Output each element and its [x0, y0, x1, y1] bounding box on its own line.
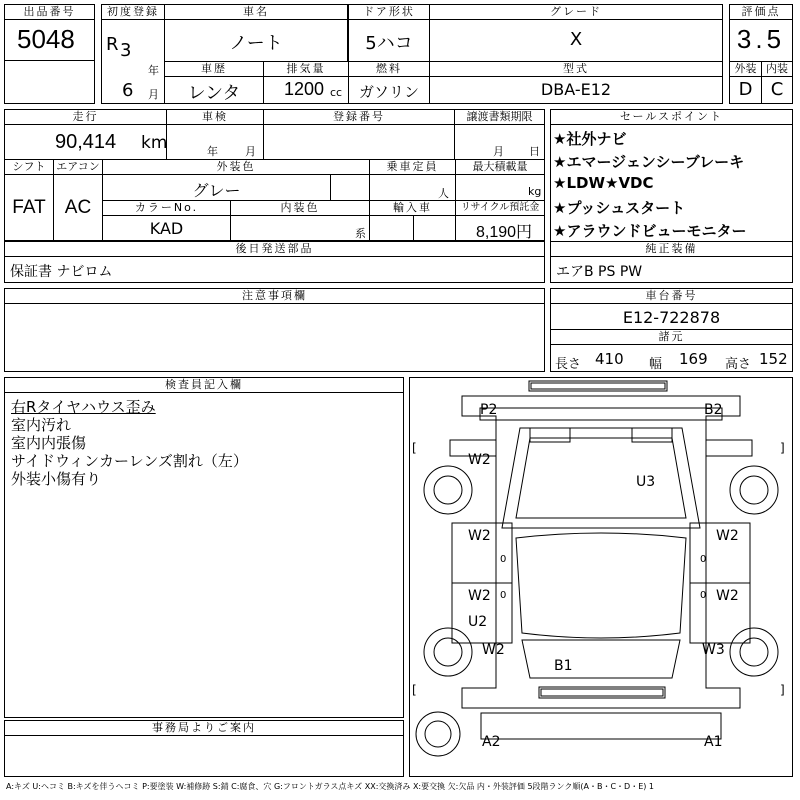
color-no: KAD — [149, 219, 184, 238]
fuel-label: 燃料 — [348, 61, 430, 77]
max-load-unit: kg — [528, 185, 542, 198]
mark-u3: U3 — [636, 474, 656, 490]
model-label: 型式 — [429, 61, 723, 77]
car-name: ノート — [229, 33, 283, 54]
km-unit: km — [141, 133, 168, 153]
interior-color-box — [230, 215, 370, 241]
door-label: ドア形状 — [348, 4, 430, 20]
mark-w2-left-rear: W2 — [468, 588, 491, 604]
exterior-color-label: 外装色 — [102, 159, 370, 175]
recycle-box — [455, 215, 545, 241]
exterior-label: 外装 — [729, 61, 762, 77]
capacity-label: 乗車定員 — [369, 159, 456, 175]
history-box — [164, 76, 264, 104]
rear-floor — [481, 713, 721, 739]
office-box — [4, 735, 404, 777]
inspector-line-2: 室内汚れ — [11, 416, 72, 434]
standard-equipment-label: 純正装備 — [550, 241, 793, 257]
sales-points-label: セールスポイント — [550, 109, 793, 125]
displacement-box — [263, 76, 349, 104]
inspection-year-unit: 年 — [207, 145, 218, 158]
ac: AC — [64, 197, 92, 218]
cc-unit: cc — [330, 86, 343, 99]
grade-box — [429, 19, 723, 62]
color-no-box — [102, 215, 231, 241]
ac-box — [53, 174, 103, 241]
chassis-label: 車台番号 — [550, 288, 793, 304]
inspector-label: 検査員記入欄 — [4, 377, 404, 393]
history: レンタ — [187, 83, 241, 104]
chassis-box — [550, 303, 793, 330]
mark-w2-left-door: W2 — [468, 528, 491, 544]
notes-box — [4, 303, 545, 372]
capacity-unit: 人 — [438, 187, 449, 200]
displacement: 1200 — [284, 79, 325, 99]
displacement-label: 排気量 — [263, 61, 349, 77]
mark-w2-right-rear: W2 — [716, 588, 739, 604]
bracket-r2: ] — [780, 683, 785, 697]
import-box-a — [369, 215, 414, 241]
dimensions-box — [550, 344, 793, 372]
width-label: 幅 — [649, 357, 663, 372]
inspector-line-1: 右Rタイヤハウス歪み — [11, 398, 156, 416]
year-unit: 年 — [148, 64, 159, 77]
month-unit: 月 — [148, 88, 159, 101]
mark-a2: A2 — [482, 734, 501, 750]
mark-w2-rear-left: W2 — [482, 642, 505, 658]
length: 410 — [595, 350, 624, 368]
zero-4: 0 — [700, 590, 707, 601]
inspection-label: 車検 — [166, 109, 264, 125]
inspector-line-5: 外装小傷有り — [11, 470, 102, 488]
transfer-deadline-box — [454, 124, 545, 160]
interior-color-label: 内装色 — [230, 200, 370, 216]
model-box — [429, 76, 723, 104]
later-parts-box — [4, 256, 545, 283]
exterior-score: D — [738, 79, 753, 100]
first-registration-box — [101, 19, 165, 104]
exterior-color-extra — [330, 174, 370, 201]
max-load-label: 最大積載量 — [455, 159, 545, 175]
width: 169 — [679, 350, 708, 368]
reg-month: 6 — [122, 80, 134, 101]
sales-point-5: ★アラウンドビューモニター — [553, 222, 747, 240]
score: 3.5 — [736, 24, 786, 54]
sales-point-2: ★エマージェンシーブレーキ — [553, 153, 745, 171]
bracket-l2: [ — [412, 683, 417, 697]
inspector-line-4: サイドウィンカーレンズ割れ（左） — [11, 452, 248, 470]
wheel-rear-right — [730, 628, 778, 676]
lot-blank — [4, 60, 95, 104]
later-parts: 保証書 ナビロム — [10, 264, 113, 280]
fuel-box — [348, 76, 430, 104]
bracket-l1: [ — [412, 441, 417, 455]
sales-point-3: ★LDW★VDC — [553, 174, 654, 192]
car-diagram — [410, 378, 792, 776]
lot-number-box — [4, 19, 95, 61]
mark-w3: W3 — [702, 642, 725, 658]
standard-equipment-box — [550, 256, 793, 283]
recycle-label: リサイクル預託金 — [455, 200, 545, 216]
mileage-label: 走行 — [4, 109, 167, 125]
interior-score: C — [770, 79, 784, 100]
inspector-box — [4, 392, 404, 718]
notes-label: 注意事項欄 — [4, 288, 545, 304]
exterior-color-box — [102, 174, 331, 201]
mark-w2-right-door: W2 — [716, 528, 739, 544]
era: R — [106, 34, 119, 55]
roof — [516, 533, 686, 638]
mark-p2: P2 — [480, 402, 498, 418]
zero-2: 0 — [700, 554, 707, 565]
length-label: 長さ — [555, 357, 582, 372]
lot-number: 5048 — [17, 24, 75, 54]
interior-label: 内装 — [761, 61, 793, 77]
zero-3: 0 — [500, 590, 507, 601]
later-parts-label: 後日発送部品 — [4, 241, 545, 257]
door-box — [348, 19, 430, 62]
shift: FAT — [12, 197, 46, 218]
mark-b2: B2 — [704, 402, 723, 418]
grade-label: グレード — [429, 4, 723, 20]
color-no-label: カラーNo. — [102, 200, 231, 216]
capacity-box — [369, 174, 456, 201]
score-box — [729, 19, 793, 62]
registration-label: 登録番号 — [263, 109, 455, 125]
sales-point-4: ★プッシュスタート — [553, 199, 686, 217]
office-label: 事務局よりご案内 — [4, 720, 404, 736]
mileage-box — [4, 124, 167, 160]
transfer-deadline-label: 譲渡書類期限 — [454, 109, 545, 125]
exterior-box — [729, 76, 762, 104]
recycle-fee: 8,190円 — [476, 224, 533, 241]
car-name-box — [164, 19, 348, 62]
inspector-line-3: 室内内張傷 — [11, 434, 87, 452]
transfer-month-unit: 月 — [493, 145, 504, 158]
mark-w2-front-left: W2 — [468, 452, 491, 468]
model: DBA-E12 — [540, 80, 612, 99]
inspection-month-unit: 月 — [245, 145, 256, 158]
height: 152 — [759, 350, 788, 368]
score-label: 評価点 — [729, 4, 793, 20]
height-label: 高さ — [725, 357, 752, 372]
hood — [502, 428, 700, 528]
standard-equipment: エアB PS PW — [556, 264, 643, 280]
car-diagram-frame — [409, 377, 793, 777]
shift-box — [4, 174, 54, 241]
grade: X — [569, 29, 583, 50]
zero-1: 0 — [500, 554, 507, 565]
inspection-box — [166, 124, 264, 160]
interior-box — [761, 76, 793, 104]
door-type: 5ハコ — [365, 33, 413, 54]
mark-a1: A1 — [704, 734, 723, 750]
transfer-day-unit: 日 — [529, 145, 540, 158]
sales-points-box — [550, 124, 793, 242]
chassis-number: E12-722878 — [622, 308, 721, 327]
interior-color-unit: 系 — [355, 227, 366, 240]
exterior-color: グレー — [192, 181, 241, 200]
shift-label: シフト — [4, 159, 54, 175]
bracket-r1: ] — [780, 441, 785, 455]
wheel-rear-left — [424, 628, 472, 676]
import-label: 輸入車 — [369, 200, 456, 216]
lot-number-label: 出品番号 — [4, 4, 95, 20]
body-outline — [462, 396, 740, 708]
ac-label: エアコン — [53, 159, 103, 175]
sales-point-1: ★社外ナビ — [553, 130, 627, 148]
mark-u2: U2 — [468, 614, 488, 630]
mark-b1: B1 — [554, 658, 573, 674]
fuel: ガソリン — [358, 83, 419, 101]
wheel-front-right — [730, 466, 778, 514]
reg-year: 3 — [120, 40, 132, 61]
history-label: 車歴 — [164, 61, 264, 77]
wheel-front-left — [424, 466, 472, 514]
first-registration-label: 初度登録 — [101, 4, 165, 20]
spare-wheel — [416, 712, 460, 756]
trunk — [522, 640, 680, 678]
dimensions-label: 諸元 — [550, 329, 793, 345]
import-box-b — [413, 215, 456, 241]
max-load-box — [455, 174, 545, 201]
mileage: 90,414 — [55, 131, 117, 153]
registration-box — [263, 124, 455, 160]
car-name-label: 車名 — [164, 4, 348, 20]
legend: A:キズ U:ヘコミ B:キズを伴うヘコミ P:要塗装 W:補修跡 S:錆 C:腐食、穴 G:フロントガラス点キズ XX:交換済み X:要交換 欠:欠品 内・外装評価 5段階ランク順(A・B・C・D・E) 1 — [6, 782, 655, 791]
